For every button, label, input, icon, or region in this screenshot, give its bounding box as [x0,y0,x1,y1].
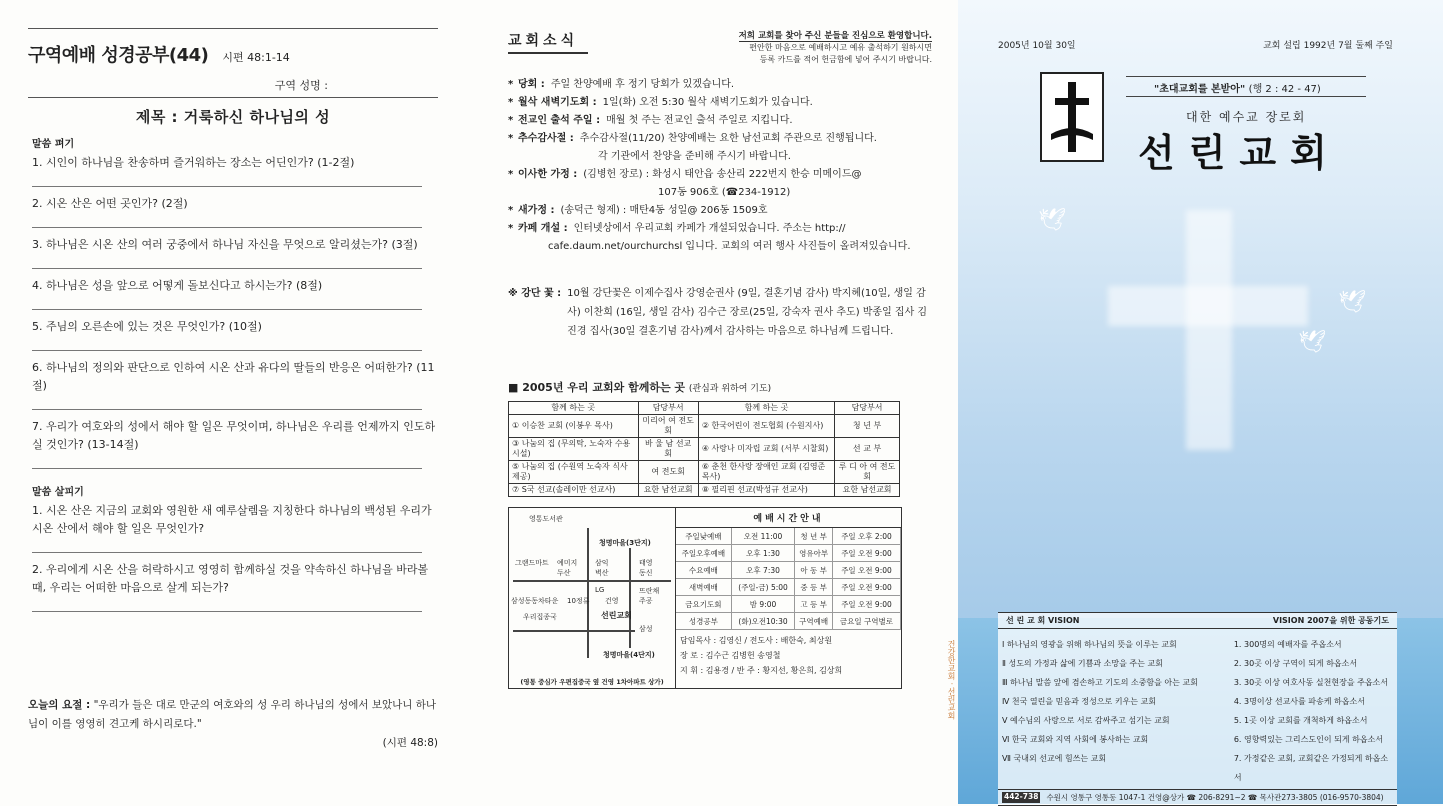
memory-verse-label: 오늘의 요절 : [28,699,91,711]
news-list [508,76,932,256]
dove-icon: 🕊 [1038,208,1066,233]
question: 1. 시인이 하나님을 찬송하며 즐거워하는 장소는 어딘인가? (1-2절) [32,156,355,169]
church-name: 선린교회 [1138,130,1341,175]
table-row: ③ 나눔의 집 (무의탁, 노숙자 수용시설) 바 울 남 선교회 ④ 사랑나 미자립 교회 (서부 시찰회) 선 교 부 [509,438,900,461]
motto-rule [1126,76,1366,77]
prayer-item: 2. 30곳 이상 구역이 되게 하옵소서 [1233,659,1358,668]
vision-body [998,629,1397,789]
table-row: ① 이승찬 교회 (이봉우 목사) 미리어 여 전도회 ② 한국어린이 전도협회 (수원지사) 청 년 부 [509,415,900,438]
prayer-item: 4. 3명이상 선교사를 파송케 하옵소서 [1233,697,1365,706]
section-apply-heading: 말씀 살피기 [32,487,84,498]
map-caption: (영통 중심가 우편집중국 옆 건영 1차아파트 상가) [520,678,664,686]
map-label-church: 선린교회 [601,611,632,620]
answer-line [32,213,422,228]
partners-title-note: (관심과 위하여 기도) [688,384,772,394]
map-label: 우리집종국 [523,613,557,621]
cover-top [998,38,1393,51]
bulletin-date: 2005년 10월 30일 [998,41,1076,51]
apply-question: 1. 시온 산은 지금의 교회와 영원한 새 예루살렘을 지칭한다 하나님의 백성된 우리가 시온 산에서 해야 할 일은 무엇인가? [32,504,432,535]
vision-item: Ⅲ 하나님 말씀 앞에 겸손하고 기도의 소중함을 아는 교회 [1002,678,1198,687]
altar-flowers-label: ※ 강단 꽃 : [508,288,562,299]
address-text: 수원시 영통구 영통동 1047-1 건영@상가 ☎ 206-8291~2 ☎ 목사관273-3805 (016-9570-3804) [1046,793,1384,802]
map-label: 그랜드마트 [515,559,549,567]
answer-line [32,395,422,410]
map-label: 두산 [557,569,571,577]
denomination: 대한 예수교 장로회 [1186,110,1307,124]
map-label: LG [595,586,605,594]
vision-left-title: 선 린 교 회 VISION [1006,616,1080,625]
zip-code: 442-738 [1004,792,1039,801]
section-open-heading: 말씀 펴기 [32,139,75,150]
cross-image [1186,210,1232,450]
map-label: 삼성동동차타운 [511,597,559,605]
service-times [676,508,901,688]
table-row: 주일오후예배 오후 1:30 영유아부 주일 오전 9:00 [676,545,901,562]
map-label: 동신 [639,569,653,577]
apply-question: 2. 우리에게 시온 산을 허락하시고 영영히 함께하실 것을 약속하신 하나님을 바라볼 때, 우리는 어떠한 마음으로 살게 되는가? [32,563,429,594]
vision-item: Ⅵ 한국 교회와 지역 사회에 봉사하는 교회 [1002,735,1149,744]
news-item: * 카페 개설 : 인터넷상에서 우리교회 카페가 개설되었습니다. 주소는 http:// [508,223,846,234]
church-motto: "초대교회를 본받아" (행 2 : 42 - 47) [1154,84,1321,95]
answer-line [32,254,422,269]
question: 2. 시온 산은 어떤 곳인가? (2절) [32,197,188,210]
map-label: 예미지 [557,559,578,567]
staff-line: 지 휘 : 김용경 / 반 주 : 황지선, 황은희, 김상희 [680,666,843,675]
answer-line [32,172,422,187]
news-item: * 전교인 출석 주일 : 매월 첫 주는 전교인 출석 주일로 지킵니다. [508,115,793,126]
table-row: 수요예배 오후 7:30 아 동 부 주일 오전 9:00 [676,562,901,579]
study-title: 구역예배 성경공부(44) [28,45,209,66]
question: 7. 우리가 여호와의 성에서 해야 할 일은 무엇이며, 하나님은 우리를 언제까지 인도하실 것인가? (13-14절) [32,420,436,451]
cross-image-bar [1108,286,1308,326]
vision-item: Ⅴ 예수님의 사랑으로 서로 감싸주고 섬기는 교회 [1002,716,1170,725]
map-label: 청명마을(3단지) [599,539,651,547]
study-header [28,41,438,73]
vision-right-title: VISION 2007을 위한 공동기도 [1272,616,1389,625]
map-label: 주공 [639,597,653,605]
service-times-table [676,528,901,630]
map-label: 영통도서관 [529,515,563,523]
table-row: 금요기도회 밤 9:00 고 등 부 주일 오전 9:00 [676,596,901,613]
vision-box [998,612,1397,806]
location-map [509,508,676,688]
answer-line [32,597,422,612]
table-row: 주일낮예배 오전 11:00 청 년 부 주일 오후 2:00 [676,528,901,545]
memory-verse [28,696,438,753]
dove-icon: 🕊 [1338,290,1366,315]
map-label: 청명마을(4단지) [603,651,655,659]
prayer-list [1234,635,1393,787]
question: 4. 하나님은 성을 앞으로 어떻게 돌보신다고 하시는가? (8절) [32,279,323,292]
news-item: * 이사한 가정 : (김병헌 장로) : 화성시 태안읍 송산리 222번지 한승 미메이드@ [508,169,862,180]
prayer-item: 5. 1곳 이상 교회를 개척하게 하옵소서 [1233,716,1368,725]
study-verse: 시편 48:1-14 [222,51,290,64]
news-title: 교회소식 [508,30,588,54]
news-item-cont: cafe.daum.net/ourchurchsl 입니다. 교회의 여러 행사 사진들이 올려져있습니다. [548,241,911,252]
table-row: ⑦ S국 선교(솔레이만 선교사) 요한 남선교회 ⑧ 필리핀 선교(박성규 선교사) 요한 남선교회 [509,484,900,497]
altar-flowers-text: 10월 강단꽃은 이제수집사 강영순권사 (9일, 결혼기념 감사) 박지혜(10일, 생일 감사) 이찬희 (16일, 생일 감사) 김수근 장로(25일, 강숙자 권사 추도) 박종일 집사 김진경 집사(30일 결혼기념 감사)께서 감사하는 마음으로 하나님께 드립니다. [567,288,928,337]
staff-list [676,630,901,681]
motto-ref: (행 2 : 42 - 47) [1248,84,1321,95]
church-logo-icon [1040,72,1104,162]
service-times-title: 예배시간안내 [676,508,901,528]
vision-item: Ⅳ 천국 열린을 믿음과 정성으로 키우는 교회 [1002,697,1157,706]
table-row: 성경공부 (화)오전10:30 구역예배 금요일 구역별로 [676,613,901,630]
altar-flowers [508,284,932,341]
question: 5. 주님의 오른손에 있는 것은 무엇인가? (10절) [32,320,262,333]
founded-date: 교회 설립 1992년 7월 둘째 주일 [1263,41,1393,51]
prayer-item: 3. 30곳 이상 여호사동 실천현장을 주옵소서 [1233,678,1389,687]
news-item: * 월삭 새벽기도회 : 1일(화) 오전 5:30 월삭 새벽기도회가 있습니다. [508,97,813,108]
prayer-item: 6. 영향력있는 그리스도인이 되게 하옵소서 [1233,735,1384,744]
welcome-line: 등록 카드를 적어 헌금함에 넣어 주시기 바랍니다. [759,55,932,64]
group-name-label: 구역 성명 : [274,79,328,92]
prayer-item: 1. 300명의 예배자를 주옵소서 [1233,640,1342,649]
welcome-line: 편안한 마음으로 예배하시고 예유 출석하기 원하시면 [749,43,932,52]
memory-verse-ref: (시편 48:8) [382,737,438,749]
vision-item: Ⅰ 하나님의 영광을 위해 하나님의 뜻을 이루는 교회 [1002,640,1177,649]
news-item-cont: 107동 906호 (☎234-1912) [658,187,791,198]
staff-line: 장 로 : 김수근 김병헌 송영철 [680,651,781,660]
top-rule [28,28,438,29]
table-row: 새벽예배 (주일-금) 5:00 중 등 부 주일 오전 9:00 [676,579,901,596]
answer-line [32,336,422,351]
vision-header [998,612,1397,629]
prayer-item: 7. 가정같은 교회, 교회같은 가정되게 하옵소서 [1233,754,1389,782]
news-item: * 새가정 : (송덕근 형제) : 매탄4동 성일@ 206동 1509호 [508,205,768,216]
church-address [998,789,1397,806]
memory-verse-text: "우리가 들은 대로 만군의 여호와의 성 우리 하나님의 성에서 보았나니 하나님이 이를 영영히 견고케 하시리로다." [28,699,437,730]
welcome-bold: 저희 교회를 찾아 주신 분들을 진심으로 환영합니다. [738,31,932,41]
news-header [508,30,932,66]
map-label: 삼성 [639,625,653,633]
welcome-note [739,30,932,66]
dove-icon: 🕊 [1298,330,1326,355]
map-and-services [508,507,902,689]
table-row: ⑤ 나눔의 집 (수원역 노숙자 식사제공) 여 전도회 ⑥ 춘천 한사랑 장애인 교회 (김영준 목사) 루 디 아 여 전도회 [509,461,900,484]
map-label: 10정류 [567,597,590,605]
study-subject: 제목 : 거룩하신 하나님의 성 [135,108,331,126]
answer-line [32,538,422,553]
news-item: * 당회 : 주일 찬양예배 후 정기 당회가 있겠습니다. [508,79,735,90]
vision-list [1002,635,1234,787]
map-label: 삼익 [595,559,609,567]
answer-line [32,454,422,469]
partners-table [508,401,900,497]
spine-text: 건강한교회 · 선린교회 [947,640,956,720]
cover-panel [958,0,1443,804]
vision-item: Ⅱ 성도의 가정과 삶에 기쁨과 소망을 주는 교회 [1002,659,1163,668]
table-header-row: 함께 하는 곳 담당부서 함께 하는 곳 담당부서 [509,402,900,415]
bible-study-panel [0,0,468,804]
vision-item: Ⅶ 국내외 선교에 힘쓰는 교회 [1002,754,1107,763]
staff-line: 담임목사 : 김영신 / 전도사 : 배한숙, 최상원 [680,636,833,645]
map-label: 건영 [605,597,619,605]
news-item-cont: 각 기관에서 찬양을 준비해 주시기 바랍니다. [598,151,791,162]
question: 6. 하나님의 정의와 판단으로 인하여 시온 산과 유다의 딸들의 반응은 어떠한가? (11절) [32,361,435,392]
map-label: 뜨란채 [639,587,660,595]
map-label: 벽산 [595,569,609,577]
header-rule [28,97,438,98]
answer-line [32,295,422,310]
question: 3. 하나님은 시온 산의 여러 궁중에서 하나님 자신을 무엇으로 알리셨는가? (3절) [32,238,418,251]
partners-title: ■ 2005년 우리 교회와 함께하는 곳 (관심과 위하여 기도) [508,381,772,394]
news-item: * 추수감사절 : 추수감사절(11/20) 찬양예배는 요한 남선교회 주관으로 진행됩니다. [508,133,877,144]
church-news-panel [468,0,958,804]
map-label: 태영 [639,559,653,567]
motto-rule [1126,96,1366,97]
